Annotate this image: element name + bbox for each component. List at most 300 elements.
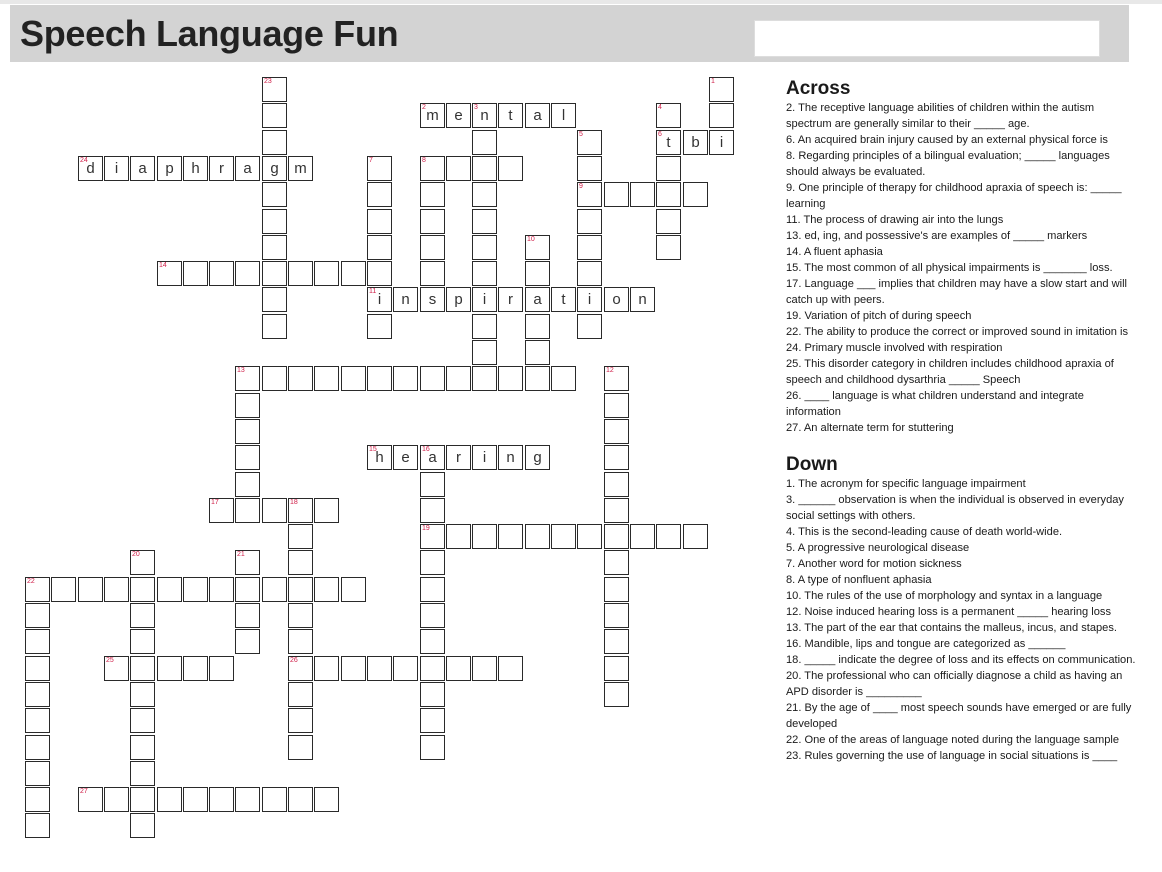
grid-cell[interactable] — [25, 577, 50, 602]
grid-cell[interactable] — [288, 366, 313, 391]
grid-cell[interactable] — [235, 445, 260, 470]
grid-cell[interactable] — [656, 235, 681, 260]
down-clue-list — [786, 476, 1136, 764]
cell-letter: a — [533, 291, 542, 308]
grid-cell[interactable] — [551, 287, 576, 312]
grid-cell[interactable] — [235, 550, 260, 575]
grid-cell[interactable] — [525, 340, 550, 365]
grid-cell[interactable] — [262, 314, 287, 339]
cell-letter: m — [294, 160, 307, 177]
grid-cell[interactable] — [183, 656, 208, 681]
down-clue: 12. Noise induced hearing loss is a permanent _____ hearing loss — [786, 606, 1112, 618]
grid-cell[interactable] — [656, 156, 681, 181]
grid-cell[interactable] — [288, 261, 313, 286]
grid-cell[interactable] — [367, 445, 392, 470]
grid-cell[interactable] — [498, 524, 523, 549]
grid-cell[interactable] — [262, 156, 287, 181]
cell-letter: t — [508, 107, 513, 124]
grid-cell[interactable] — [209, 656, 234, 681]
grid-cell[interactable] — [498, 156, 523, 181]
grid-cell[interactable] — [498, 287, 523, 312]
down-heading: Down — [786, 454, 838, 475]
grid-cell[interactable] — [472, 156, 497, 181]
cell-letter: d — [86, 160, 95, 177]
grid-cell[interactable] — [472, 235, 497, 260]
grid-cell[interactable] — [367, 656, 392, 681]
down-clue: 8. A type of nonfluent aphasia — [786, 574, 932, 586]
cell-letter: a — [243, 160, 252, 177]
across-clue: 9. One principle of therapy for childhood apraxia of speech is: _____ learning — [786, 182, 1122, 210]
grid-cell[interactable] — [288, 656, 313, 681]
cell-letter: t — [561, 291, 566, 308]
grid-cell[interactable] — [577, 261, 602, 286]
cell-letter: l — [561, 107, 566, 124]
grid-cell[interactable] — [420, 366, 445, 391]
grid-cell[interactable] — [130, 603, 155, 628]
grid-cell[interactable] — [525, 445, 550, 470]
grid-cell[interactable] — [367, 366, 392, 391]
clue-number: 8 — [422, 157, 426, 164]
grid-cell[interactable] — [235, 393, 260, 418]
grid-cell[interactable] — [472, 261, 497, 286]
grid-cell[interactable] — [262, 235, 287, 260]
grid-cell[interactable] — [78, 156, 103, 181]
grid-cell[interactable] — [525, 366, 550, 391]
grid-cell[interactable] — [393, 287, 418, 312]
down-clue: 23. Rules governing the use of language in social situations is ____ — [786, 750, 1118, 762]
grid-cell[interactable] — [288, 682, 313, 707]
grid-cell[interactable] — [235, 472, 260, 497]
grid-cell[interactable] — [367, 314, 392, 339]
grid-cell[interactable] — [604, 419, 629, 444]
grid-cell[interactable] — [446, 103, 471, 128]
cell-letter: g — [533, 449, 542, 466]
grid-cell[interactable] — [472, 103, 497, 128]
grid-cell[interactable] — [472, 656, 497, 681]
grid-cell[interactable] — [235, 419, 260, 444]
grid-cell[interactable] — [420, 550, 445, 575]
grid-cell[interactable] — [604, 682, 629, 707]
grid-cell[interactable] — [604, 524, 629, 549]
grid-cell[interactable] — [420, 656, 445, 681]
grid-cell[interactable] — [709, 130, 734, 155]
grid-cell[interactable] — [104, 656, 129, 681]
grid-cell[interactable] — [420, 445, 445, 470]
grid-cell[interactable] — [472, 366, 497, 391]
grid-cell[interactable] — [577, 235, 602, 260]
grid-cell[interactable] — [157, 577, 182, 602]
grid-cell[interactable] — [235, 629, 260, 654]
across-clue: 15. The most common of all physical impairments is _______ loss. — [786, 262, 1113, 274]
grid-cell[interactable] — [367, 182, 392, 207]
grid-cell[interactable] — [288, 603, 313, 628]
cell-letter: o — [612, 291, 621, 308]
clue-number: 16 — [422, 446, 430, 453]
grid-cell[interactable] — [420, 629, 445, 654]
grid-cell[interactable] — [25, 682, 50, 707]
grid-cell[interactable] — [446, 524, 471, 549]
grid-cell[interactable] — [209, 787, 234, 812]
down-clue: 16. Mandible, lips and tongue are categorized as ______ — [786, 638, 1066, 650]
cell-letter: m — [426, 107, 439, 124]
grid-cell[interactable] — [420, 498, 445, 523]
grid-cell[interactable] — [262, 182, 287, 207]
grid-cell[interactable] — [288, 708, 313, 733]
grid-cell[interactable] — [288, 498, 313, 523]
across-clue: 17. Language ___ implies that children may have a slow start and will catch up with peers. — [786, 278, 1128, 306]
grid-cell[interactable] — [130, 550, 155, 575]
grid-cell[interactable] — [472, 182, 497, 207]
grid-cell[interactable] — [367, 235, 392, 260]
grid-cell[interactable] — [420, 156, 445, 181]
grid-cell[interactable] — [130, 156, 155, 181]
grid-cell[interactable] — [235, 577, 260, 602]
across-clue: 11. The process of drawing air into the lungs — [786, 214, 1004, 226]
grid-cell[interactable] — [604, 182, 629, 207]
cell-letter: a — [533, 107, 542, 124]
grid-cell[interactable] — [183, 577, 208, 602]
clue-number: 26 — [290, 657, 298, 664]
grid-cell[interactable] — [367, 209, 392, 234]
grid-cell[interactable] — [262, 261, 287, 286]
down-clue: 13. The part of the ear that contains the malleus, incus, and stapes. — [786, 622, 1117, 634]
grid-cell[interactable] — [157, 787, 182, 812]
clue-number: 17 — [211, 499, 219, 506]
grid-cell[interactable] — [25, 735, 50, 760]
grid-cell[interactable] — [262, 498, 287, 523]
grid-cell[interactable] — [262, 209, 287, 234]
clue-number: 27 — [80, 788, 88, 795]
grid-cell[interactable] — [420, 682, 445, 707]
name-input-box[interactable] — [754, 20, 1100, 57]
grid-cell[interactable] — [630, 287, 655, 312]
grid-cell[interactable] — [525, 524, 550, 549]
grid-cell[interactable] — [209, 577, 234, 602]
grid-cell[interactable] — [604, 287, 629, 312]
clue-number: 10 — [527, 236, 535, 243]
grid-cell[interactable] — [130, 787, 155, 812]
grid-cell[interactable] — [341, 656, 366, 681]
cell-letter: r — [456, 449, 461, 466]
clue-number: 3 — [474, 104, 478, 111]
grid-cell[interactable] — [183, 787, 208, 812]
grid-cell[interactable] — [262, 366, 287, 391]
grid-cell[interactable] — [420, 287, 445, 312]
grid-cell[interactable] — [209, 261, 234, 286]
clues-panel — [786, 78, 1136, 764]
grid-cell[interactable] — [130, 656, 155, 681]
grid-cell[interactable] — [314, 577, 339, 602]
grid-cell[interactable] — [604, 656, 629, 681]
grid-cell[interactable] — [157, 261, 182, 286]
grid-cell[interactable] — [314, 787, 339, 812]
grid-cell[interactable] — [604, 393, 629, 418]
clue-number: 18 — [290, 499, 298, 506]
clue-number: 11 — [369, 288, 377, 295]
grid-cell[interactable] — [157, 156, 182, 181]
grid-cell[interactable] — [525, 261, 550, 286]
grid-cell[interactable] — [51, 577, 76, 602]
grid-cell[interactable] — [130, 682, 155, 707]
across-clue: 6. An acquired brain injury caused by an external physical force is — [786, 134, 1108, 146]
clue-number: 25 — [106, 657, 114, 664]
grid-cell[interactable] — [25, 656, 50, 681]
grid-cell[interactable] — [288, 787, 313, 812]
across-clue: 13. ed, ing, and possessive's are examples of _____ markers — [786, 230, 1088, 242]
grid-cell[interactable] — [130, 629, 155, 654]
cell-letter: p — [165, 160, 174, 177]
grid-cell[interactable] — [288, 156, 313, 181]
grid-cell[interactable] — [525, 103, 550, 128]
grid-cell[interactable] — [25, 708, 50, 733]
down-clue: 20. The professional who can officially diagnose a child as having an APD disorder is _________ — [786, 670, 1123, 698]
grid-cell[interactable] — [446, 445, 471, 470]
across-clue: 2. The receptive language abilities of children within the autism spectrum are generally similar to their _____ age. — [786, 102, 1095, 130]
grid-cell[interactable] — [420, 708, 445, 733]
across-clue: 27. An alternate term for stuttering — [786, 422, 954, 434]
cell-letter: n — [506, 449, 515, 466]
grid-cell[interactable] — [262, 77, 287, 102]
grid-cell[interactable] — [498, 103, 523, 128]
grid-cell[interactable] — [577, 182, 602, 207]
grid-cell[interactable] — [183, 156, 208, 181]
across-clue: 19. Variation of pitch of during speech — [786, 310, 972, 322]
grid-cell[interactable] — [314, 656, 339, 681]
grid-cell[interactable] — [262, 130, 287, 155]
grid-cell[interactable] — [288, 524, 313, 549]
grid-cell[interactable] — [25, 629, 50, 654]
clue-number: 19 — [422, 525, 430, 532]
grid-cell[interactable] — [130, 577, 155, 602]
grid-cell[interactable] — [130, 761, 155, 786]
grid-cell[interactable] — [288, 629, 313, 654]
clue-number: 2 — [422, 104, 426, 111]
clue-number: 7 — [369, 157, 373, 164]
grid-cell[interactable] — [498, 366, 523, 391]
grid-cell[interactable] — [420, 735, 445, 760]
cell-letter: h — [375, 449, 384, 466]
grid-cell[interactable] — [262, 287, 287, 312]
grid-cell[interactable] — [25, 787, 50, 812]
clue-number: 24 — [80, 157, 88, 164]
down-clue: 1. The acronym for specific language impairment — [786, 478, 1026, 490]
grid-cell[interactable] — [604, 472, 629, 497]
grid-cell[interactable] — [472, 314, 497, 339]
grid-cell[interactable] — [235, 156, 260, 181]
clue-number: 23 — [264, 78, 272, 85]
grid-cell[interactable] — [551, 524, 576, 549]
down-clue: 4. This is the second-leading cause of death world-wide. — [786, 526, 1063, 538]
grid-cell[interactable] — [288, 550, 313, 575]
grid-cell[interactable] — [604, 445, 629, 470]
grid-cell[interactable] — [314, 366, 339, 391]
grid-cell[interactable] — [78, 577, 103, 602]
grid-cell[interactable] — [25, 761, 50, 786]
cell-letter: a — [428, 449, 437, 466]
grid-cell[interactable] — [525, 314, 550, 339]
clue-number: 4 — [658, 104, 662, 111]
cell-letter: g — [270, 160, 279, 177]
down-clue: 5. A progressive neurological disease — [786, 542, 970, 554]
cell-letter: i — [114, 160, 119, 177]
grid-cell[interactable] — [314, 498, 339, 523]
grid-cell[interactable] — [420, 577, 445, 602]
across-clue: 25. This disorder category in children includes childhood apraxia of speech and childhood dysarthria _____ Speech — [786, 358, 1114, 386]
grid-cell[interactable] — [577, 524, 602, 549]
grid-cell[interactable] — [446, 366, 471, 391]
grid-cell[interactable] — [288, 577, 313, 602]
grid-cell[interactable] — [130, 708, 155, 733]
grid-cell[interactable] — [104, 156, 129, 181]
cell-letter: i — [377, 291, 382, 308]
clue-number: 15 — [369, 446, 377, 453]
grid-cell[interactable] — [683, 182, 708, 207]
grid-cell[interactable] — [262, 577, 287, 602]
grid-cell[interactable] — [209, 156, 234, 181]
grid-cell[interactable] — [525, 287, 550, 312]
grid-cell[interactable] — [656, 524, 681, 549]
grid-cell[interactable] — [420, 472, 445, 497]
across-clue: 14. A fluent aphasia — [786, 246, 883, 258]
grid-cell[interactable] — [209, 498, 234, 523]
clue-number: 5 — [579, 131, 583, 138]
grid-cell[interactable] — [525, 235, 550, 260]
cell-letter: i — [719, 134, 724, 151]
grid-cell[interactable] — [341, 366, 366, 391]
grid-cell[interactable] — [130, 813, 155, 838]
grid-cell[interactable] — [656, 209, 681, 234]
grid-cell[interactable] — [367, 287, 392, 312]
grid-cell[interactable] — [235, 366, 260, 391]
clue-number: 22 — [27, 578, 35, 585]
grid-cell[interactable] — [472, 524, 497, 549]
grid-cell[interactable] — [157, 656, 182, 681]
grid-cell[interactable] — [420, 103, 445, 128]
cell-letter: r — [508, 291, 513, 308]
clue-number: 12 — [606, 367, 614, 374]
grid-cell[interactable] — [472, 340, 497, 365]
cell-letter: n — [480, 107, 489, 124]
grid-cell[interactable] — [472, 445, 497, 470]
grid-cell[interactable] — [288, 735, 313, 760]
grid-cell[interactable] — [420, 261, 445, 286]
grid-cell[interactable] — [577, 130, 602, 155]
grid-cell[interactable] — [341, 261, 366, 286]
grid-cell[interactable] — [420, 209, 445, 234]
grid-cell[interactable] — [367, 261, 392, 286]
grid-cell[interactable] — [262, 787, 287, 812]
across-clue: 24. Primary muscle involved with respiration — [786, 342, 1003, 354]
grid-cell[interactable] — [420, 235, 445, 260]
grid-cell[interactable] — [341, 577, 366, 602]
grid-cell[interactable] — [683, 130, 708, 155]
grid-cell[interactable] — [78, 787, 103, 812]
page-title: Speech Language Fun — [20, 13, 399, 54]
grid-cell[interactable] — [604, 577, 629, 602]
grid-cell[interactable] — [604, 629, 629, 654]
grid-cell[interactable] — [235, 603, 260, 628]
across-clue-list — [786, 100, 1136, 436]
cell-letter: i — [482, 449, 487, 466]
cell-letter: n — [638, 291, 647, 308]
cell-letter: n — [401, 291, 410, 308]
cell-letter: p — [454, 291, 463, 308]
grid-cell[interactable] — [577, 209, 602, 234]
grid-cell[interactable] — [393, 445, 418, 470]
grid-cell[interactable] — [446, 156, 471, 181]
grid-cell[interactable] — [420, 524, 445, 549]
grid-cell[interactable] — [551, 103, 576, 128]
cell-letter: i — [587, 291, 592, 308]
grid-cell[interactable] — [472, 209, 497, 234]
grid-cell[interactable] — [393, 656, 418, 681]
clue-number: 14 — [159, 262, 167, 269]
down-clue: 3. ______ observation is when the individual is observed in everyday social settings with others. — [786, 494, 1124, 522]
grid-cell[interactable] — [630, 524, 655, 549]
grid-cell[interactable] — [709, 103, 734, 128]
grid-cell[interactable] — [630, 182, 655, 207]
clue-number: 21 — [237, 551, 245, 558]
grid-cell[interactable] — [472, 287, 497, 312]
grid-cell[interactable] — [367, 156, 392, 181]
grid-cell[interactable] — [183, 261, 208, 286]
grid-cell[interactable] — [235, 787, 260, 812]
grid-cell[interactable] — [656, 182, 681, 207]
grid-cell[interactable] — [446, 287, 471, 312]
cell-letter: e — [454, 107, 463, 124]
down-clue: 22. One of the areas of language noted during the language sample — [786, 734, 1120, 746]
clue-number: 20 — [132, 551, 140, 558]
grid-cell[interactable] — [446, 656, 471, 681]
grid-cell[interactable] — [604, 603, 629, 628]
grid-cell[interactable] — [130, 735, 155, 760]
grid-cell[interactable] — [235, 498, 260, 523]
grid-cell[interactable] — [577, 314, 602, 339]
grid-cell[interactable] — [604, 366, 629, 391]
grid-cell[interactable] — [104, 577, 129, 602]
grid-cell[interactable] — [656, 103, 681, 128]
grid-cell[interactable] — [104, 787, 129, 812]
grid-cell[interactable] — [472, 130, 497, 155]
grid-cell[interactable] — [314, 261, 339, 286]
grid-cell[interactable] — [393, 366, 418, 391]
grid-cell[interactable] — [420, 182, 445, 207]
cell-letter: t — [666, 134, 671, 151]
grid-cell[interactable] — [235, 261, 260, 286]
down-clue: 21. By the age of ____ most speech sounds have emerged or are fully developed — [786, 702, 1132, 730]
grid-cell[interactable] — [25, 813, 50, 838]
cell-letter: a — [138, 160, 147, 177]
grid-cell[interactable] — [709, 77, 734, 102]
grid-cell[interactable] — [683, 524, 708, 549]
grid-cell[interactable] — [604, 498, 629, 523]
across-clue: 26. ____ language is what children understand and integrate information — [786, 390, 1084, 418]
cell-letter: i — [482, 291, 487, 308]
grid-cell[interactable] — [656, 130, 681, 155]
grid-cell[interactable] — [262, 103, 287, 128]
down-clue: 10. The rules of the use of morphology and syntax in a language — [786, 590, 1103, 602]
grid-cell[interactable] — [498, 445, 523, 470]
grid-cell[interactable] — [25, 603, 50, 628]
grid-cell[interactable] — [577, 287, 602, 312]
grid-cell[interactable] — [577, 156, 602, 181]
grid-cell[interactable] — [551, 366, 576, 391]
down-clue: 18. _____ indicate the degree of loss and its effects on communication. — [786, 654, 1136, 666]
grid-cell[interactable] — [604, 550, 629, 575]
grid-cell[interactable] — [420, 603, 445, 628]
grid-cell[interactable] — [498, 656, 523, 681]
across-clue: 8. Regarding principles of a bilingual evaluation; _____ languages should always be evaluated. — [786, 150, 1110, 178]
